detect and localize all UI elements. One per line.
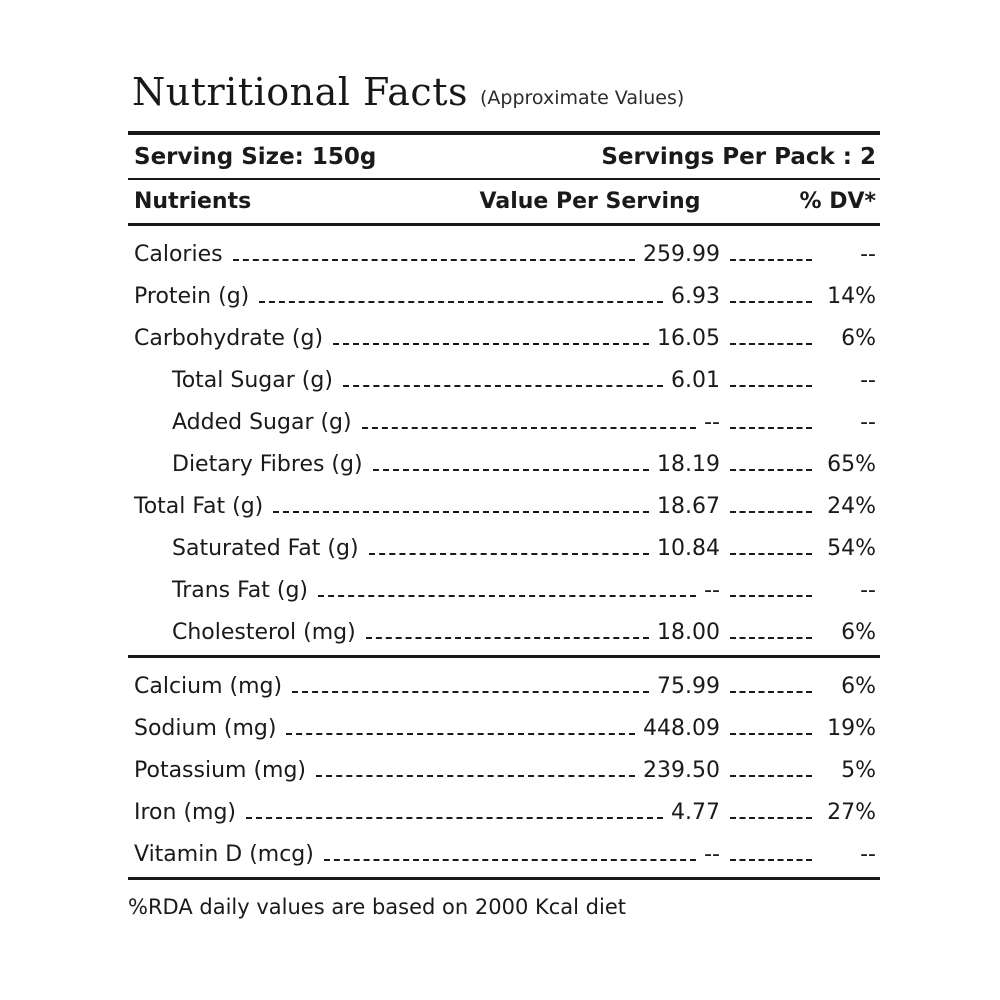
nutrient-percent-dv: 65% bbox=[827, 452, 876, 477]
table-row bbox=[128, 751, 880, 793]
leader-dots-secondary bbox=[730, 427, 812, 429]
table-row bbox=[128, 793, 880, 835]
nutrient-label: Iron (mg) bbox=[134, 800, 237, 825]
nutrient-value: -- bbox=[704, 410, 720, 435]
leader-dots bbox=[333, 343, 649, 345]
table-row bbox=[128, 571, 880, 613]
table-row bbox=[128, 319, 880, 361]
nutrient-percent-dv: 6% bbox=[841, 674, 876, 699]
leader-dots bbox=[233, 259, 635, 261]
nutrient-label: Trans Fat (g) bbox=[172, 578, 308, 603]
nutrient-value: 4.77 bbox=[671, 800, 720, 825]
page-title: Nutritional Facts bbox=[132, 70, 468, 114]
nutrient-label: Vitamin D (mcg) bbox=[134, 842, 314, 867]
table-row bbox=[128, 709, 880, 751]
nutrient-percent-dv: 24% bbox=[827, 494, 876, 519]
leader-dots bbox=[259, 301, 663, 303]
leader-dots-secondary bbox=[730, 691, 812, 693]
leader-dots-secondary bbox=[730, 637, 812, 639]
nutrition-facts-panel bbox=[128, 70, 880, 919]
serving-row bbox=[128, 135, 880, 178]
nutrient-label: Total Fat (g) bbox=[134, 494, 264, 519]
leader-dots bbox=[343, 385, 663, 387]
nutrient-value: 18.19 bbox=[657, 452, 720, 477]
leader-dots-secondary bbox=[730, 469, 812, 471]
nutrient-percent-dv: 19% bbox=[827, 716, 876, 741]
nutrient-percent-dv: 14% bbox=[827, 284, 876, 309]
nutrient-value: 18.00 bbox=[657, 620, 720, 645]
leader-dots bbox=[246, 817, 663, 819]
leader-dots bbox=[366, 637, 649, 639]
leader-dots-secondary bbox=[730, 859, 812, 861]
header-value-per-serving: Value Per Serving bbox=[479, 189, 701, 214]
page-subtitle: (Approximate Values) bbox=[479, 87, 685, 109]
nutrient-label: Saturated Fat (g) bbox=[172, 536, 359, 561]
nutrient-percent-dv: -- bbox=[860, 242, 876, 267]
servings-per-pack-label: Servings Per Pack : 2 bbox=[601, 144, 876, 170]
table-row bbox=[128, 487, 880, 529]
panel-title bbox=[128, 70, 880, 114]
column-headers bbox=[128, 180, 880, 223]
leader-dots bbox=[369, 553, 649, 555]
leader-dots bbox=[286, 733, 635, 735]
nutrient-percent-dv: -- bbox=[860, 368, 876, 393]
table-row bbox=[128, 835, 880, 877]
nutrient-percent-dv: 5% bbox=[841, 758, 876, 783]
nutrient-label: Added Sugar (g) bbox=[172, 410, 352, 435]
leader-dots-secondary bbox=[730, 817, 812, 819]
leader-dots-secondary bbox=[730, 385, 812, 387]
leader-dots bbox=[292, 691, 649, 693]
nutrient-value: 16.05 bbox=[657, 326, 720, 351]
leader-dots bbox=[316, 775, 635, 777]
leader-dots bbox=[273, 511, 649, 513]
nutrient-label: Carbohydrate (g) bbox=[134, 326, 324, 351]
nutrient-value: 10.84 bbox=[657, 536, 720, 561]
table-row bbox=[128, 667, 880, 709]
header-percent-dv: % DV* bbox=[799, 189, 876, 214]
table-row bbox=[128, 403, 880, 445]
nutrient-value: 6.01 bbox=[671, 368, 720, 393]
nutrient-label: Cholesterol (mg) bbox=[172, 620, 356, 645]
nutrient-rows-minerals bbox=[128, 658, 880, 877]
nutrient-percent-dv: 27% bbox=[827, 800, 876, 825]
nutrient-value: 259.99 bbox=[643, 242, 720, 267]
nutrient-label: Calories bbox=[134, 242, 223, 267]
nutrient-value: 6.93 bbox=[671, 284, 720, 309]
leader-dots-secondary bbox=[730, 775, 812, 777]
table-row bbox=[128, 613, 880, 655]
nutrient-value: 448.09 bbox=[643, 716, 720, 741]
nutrient-percent-dv: -- bbox=[860, 410, 876, 435]
table-row bbox=[128, 445, 880, 487]
table-row bbox=[128, 235, 880, 277]
nutrient-label: Dietary Fibres (g) bbox=[172, 452, 363, 477]
leader-dots-secondary bbox=[730, 301, 812, 303]
leader-dots-secondary bbox=[730, 733, 812, 735]
nutrient-label: Protein (g) bbox=[134, 284, 250, 309]
footnote: %RDA daily values are based on 2000 Kcal diet bbox=[128, 895, 627, 919]
nutrient-value: 18.67 bbox=[657, 494, 720, 519]
nutrient-label: Sodium (mg) bbox=[134, 716, 277, 741]
table-row bbox=[128, 529, 880, 571]
nutrient-value: 239.50 bbox=[643, 758, 720, 783]
leader-dots bbox=[362, 427, 697, 429]
leader-dots bbox=[324, 859, 696, 861]
nutrient-percent-dv: 6% bbox=[841, 326, 876, 351]
nutrient-rows-main bbox=[128, 226, 880, 655]
header-nutrients: Nutrients bbox=[134, 189, 252, 214]
nutrient-percent-dv: -- bbox=[860, 842, 876, 867]
nutrient-percent-dv: -- bbox=[860, 578, 876, 603]
nutrient-label: Calcium (mg) bbox=[134, 674, 283, 699]
serving-size-label: Serving Size: 150g bbox=[134, 144, 377, 170]
leader-dots bbox=[373, 469, 649, 471]
leader-dots-secondary bbox=[730, 259, 812, 261]
nutrient-value: -- bbox=[704, 842, 720, 867]
nutrient-percent-dv: 6% bbox=[841, 620, 876, 645]
leader-dots bbox=[318, 595, 696, 597]
leader-dots-secondary bbox=[730, 553, 812, 555]
nutrient-percent-dv: 54% bbox=[827, 536, 876, 561]
leader-dots-secondary bbox=[730, 595, 812, 597]
nutrient-value: -- bbox=[704, 578, 720, 603]
table-row bbox=[128, 277, 880, 319]
nutrient-label: Total Sugar (g) bbox=[172, 368, 333, 393]
leader-dots-secondary bbox=[730, 511, 812, 513]
leader-dots-secondary bbox=[730, 343, 812, 345]
table-row bbox=[128, 361, 880, 403]
nutrient-value: 75.99 bbox=[657, 674, 720, 699]
nutrient-label: Potassium (mg) bbox=[134, 758, 307, 783]
